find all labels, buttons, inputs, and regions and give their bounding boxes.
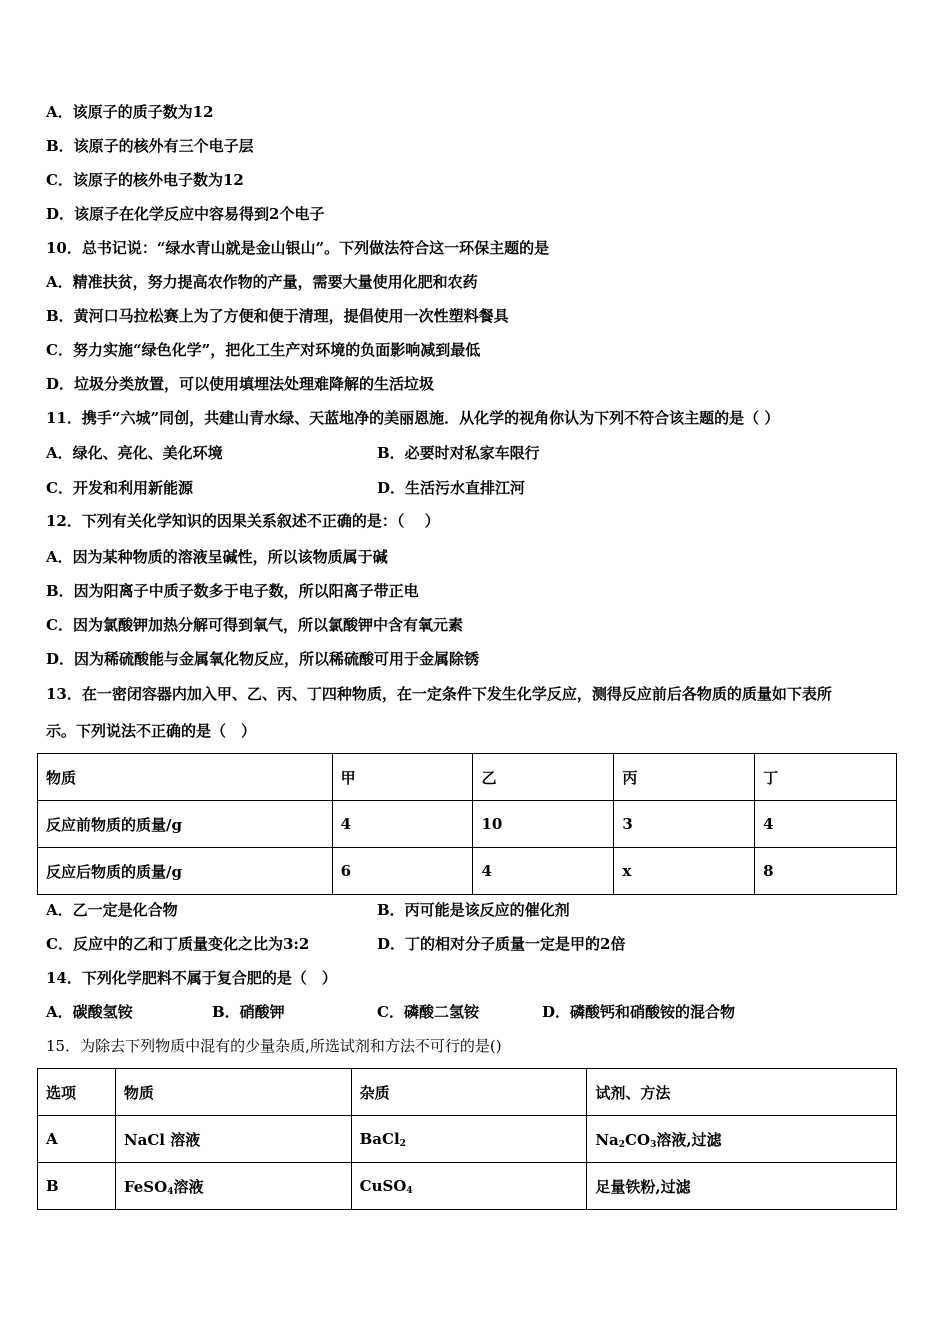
table-cell: 4 [332,801,473,848]
formula-subscript: 4 [167,1186,174,1197]
formula-subscript: 2 [618,1139,626,1150]
table-row [38,1163,897,1210]
q14-option-c: C．磷酸二氢铵 [377,1003,479,1021]
q9-option-c: C．该原子的核外电子数为12 [46,171,244,189]
table-cell: B [38,1163,116,1210]
table-cell [351,1116,587,1163]
q10-option-a: A．精准扶贫，努力提高农作物的产量，需要大量使用化肥和农药 [46,273,478,291]
q12-option-a: A．因为某种物质的溶液呈碱性，所以该物质属于碱 [46,548,388,566]
table-cell: 乙 [473,754,614,801]
table-cell: 10 [473,801,614,848]
q13-option-c: C．反应中的乙和丁质量变化之比为3:2 [46,935,310,953]
table-cell: 试剂、方法 [587,1069,897,1116]
q14-option-d: D．磷酸钙和硝酸铵的混合物 [542,1003,736,1021]
formula-text: CO [625,1130,651,1149]
formula-subscript: 3 [650,1139,657,1150]
q10-option-c: C．努力实施“绿色化学”，把化工生产对环境的负面影响减到最低 [46,341,481,359]
table-cell: NaCl 溶液 [115,1116,351,1163]
q11-stem: 11．携手“六城”同创，共建山青水绿、天蓝地净的美丽恩施．从化学的视角你认为下列不符合该主题的是（ ） [46,409,780,427]
q9-option-a: A．该原子的质子数为12 [46,103,214,121]
table-cell: A [38,1116,116,1163]
table-cell: 丁 [755,754,897,801]
formula-text: CuSO [359,1176,407,1195]
formula-text: 溶液 [173,1177,204,1196]
q13-option-b: B．丙可能是该反应的催化剂 [377,901,570,919]
table-cell: 反应后物质的质量/g [38,848,333,895]
table-cell: 4 [755,801,897,848]
q13-stem-line1: 13．在一密闭容器内加入甲、乙、丙、丁四种物质，在一定条件下发生化学反应，测得反应前后各物质的质量如下表所 [46,685,832,703]
table-row [38,1116,897,1163]
table-row [38,848,897,895]
table-cell: 反应前物质的质量/g [38,801,333,848]
q11-option-d: D．生活污水直排江河 [377,479,526,497]
q15-stem: 15．为除去下列物质中混有的少量杂质,所选试剂和方法不可行的是() [46,1037,502,1055]
q10-option-b: B．黄河口马拉松赛上为了方便和便于清理，提倡使用一次性塑料餐具 [46,307,509,325]
table-cell: 杂质 [351,1069,587,1116]
q11-option-c: C．开发和利用新能源 [46,479,193,497]
q12-option-d: D．因为稀硫酸能与金属氧化物反应，所以稀硫酸可用于金属除锈 [46,650,480,668]
q13-stem-line2: 示。下列说法不正确的是（ ） [46,722,257,740]
table-cell: x [614,848,755,895]
table-cell [351,1163,587,1210]
q12-stem: 12．下列有关化学知识的因果关系叙述不正确的是：（ ） [46,512,440,530]
formula-text: Na [595,1130,619,1149]
table-cell: 物质 [38,754,333,801]
q15-table [37,1068,897,1210]
table-cell: 3 [614,801,755,848]
table-row [38,754,897,801]
q14-stem: 14．下列化学肥料不属于复合肥的是（ ） [46,969,337,987]
q13-table [37,753,897,895]
formula-text: FeSO [123,1177,168,1196]
formula-text: 溶液,过滤 [656,1130,722,1149]
table-cell: 4 [473,848,614,895]
formula-text: BaCl [359,1129,400,1148]
formula-subscript: 4 [406,1185,413,1196]
q13-option-d: D．丁的相对分子质量一定是甲的2倍 [377,935,626,953]
q11-option-a: A．绿化、亮化、美化环境 [46,444,223,462]
table-cell: 8 [755,848,897,895]
q14-option-b: B．硝酸钾 [212,1003,285,1021]
table-cell [587,1116,897,1163]
table-cell: 丙 [614,754,755,801]
q9-option-b: B．该原子的核外有三个电子层 [46,137,254,155]
table-cell: 甲 [332,754,473,801]
q9-option-d: D．该原子在化学反应中容易得到2个电子 [46,205,325,223]
q13-option-a: A．乙一定是化合物 [46,901,178,919]
q12-option-b: B．因为阳离子中质子数多于电子数，所以阳离子带正电 [46,582,419,600]
table-row [38,801,897,848]
table-row [38,1069,897,1116]
q10-option-d: D．垃圾分类放置，可以使用填埋法处理难降解的生活垃圾 [46,375,435,393]
table-cell: 选项 [38,1069,116,1116]
q10-stem: 10．总书记说：“绿水青山就是金山银山”。下列做法符合这一环保主题的是 [46,239,550,257]
table-cell: 物质 [115,1069,351,1116]
table-cell [115,1163,351,1210]
q14-option-a: A．碳酸氢铵 [46,1003,133,1021]
q12-option-c: C．因为氯酸钾加热分解可得到氧气，所以氯酸钾中含有氧元素 [46,616,463,634]
table-cell: 6 [332,848,473,895]
q11-option-b: B．必要时对私家车限行 [377,444,540,462]
table-cell: 足量铁粉,过滤 [587,1163,897,1210]
formula-subscript: 2 [399,1138,406,1149]
